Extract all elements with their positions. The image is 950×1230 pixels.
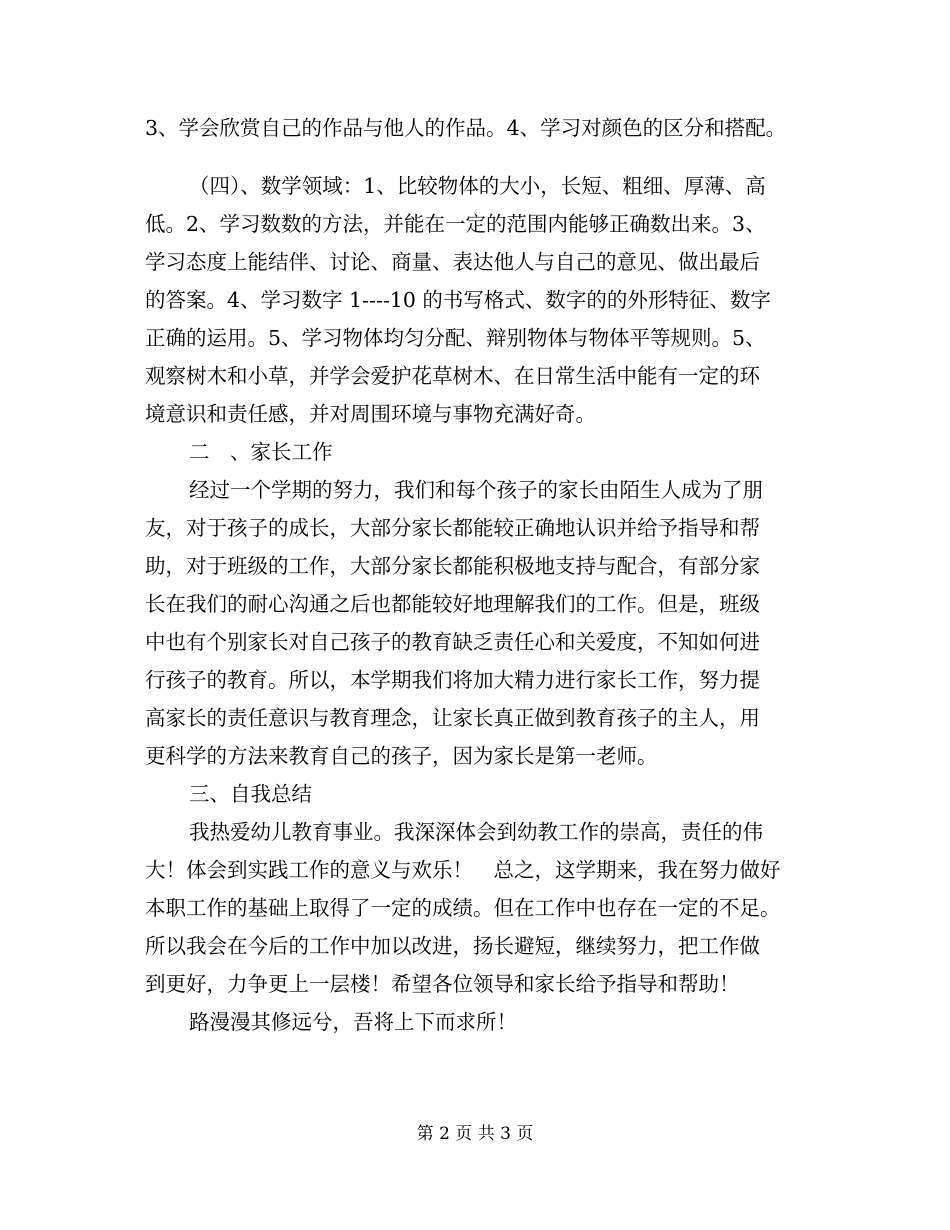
section-heading-parents: 二 、家长工作 xyxy=(189,440,333,464)
page-number-footer: 第 2 页 共 3 页 xyxy=(416,1124,534,1144)
text-line: 到更好，力争更上一层楼！希望各位领导和家长给予指导和帮助！ xyxy=(145,972,740,996)
text-line: 3、学会欣赏自己的作品与他人的作品。4、学习对颜色的区分和搭配。 xyxy=(145,116,787,140)
text-line: 助，对于班级的工作，大部分家长都能积极地支持与配合，有部分家 xyxy=(145,554,760,578)
text-line: 长在我们的耐心沟通之后也都能较好地理解我们的工作。但是，班级 xyxy=(145,592,760,616)
text-line: 本职工作的基础上取得了一定的成绩。但在工作中也存在一定的不足。 xyxy=(145,896,781,920)
closing-line: 路漫漫其修远兮，吾将上下而求所！ xyxy=(189,1010,517,1034)
text-line: 所以我会在今后的工作中加以改进，扬长避短，继续努力，把工作做 xyxy=(145,934,760,958)
document-body xyxy=(145,109,820,1041)
text-line: 学习态度上能结伴、讨论、商量、表达他人与自己的意见、做出最后 xyxy=(145,250,760,274)
text-line: 大！体会到实践工作的意义与欢乐！ 总之，这学期来，我在努力做好 xyxy=(145,858,781,882)
text-line: 更科学的方法来教育自己的孩子，因为家长是第一老师。 xyxy=(145,744,658,768)
text-line: 境意识和责任感，并对周围环境与事物充满好奇。 xyxy=(145,402,596,426)
text-line: 行孩子的教育。所以，本学期我们将加大精力进行家长工作，努力提 xyxy=(145,668,760,692)
text-line: （四）、数学领域：1、比较物体的大小，长短、粗细、厚薄、高 xyxy=(189,174,766,198)
text-line: 高家长的责任意识与教育理念，让家长真正做到教育孩子的主人，用 xyxy=(145,706,760,730)
paragraph-gap xyxy=(145,147,820,167)
text-line: 经过一个学期的努力，我们和每个孩子的家长由陌生人成为了朋 xyxy=(189,478,763,502)
section-heading-self-summary: 三、自我总结 xyxy=(189,782,312,806)
text-line: 观察树木和小草，并学会爱护花草树木、在日常生活中能有一定的环 xyxy=(145,364,760,388)
text-line: 正确的运用。5、学习物体均匀分配、辩别物体与物体平等规则。5、 xyxy=(145,326,766,350)
text-line: 我热爱幼儿教育事业。我深深体会到幼教工作的崇高，责任的伟 xyxy=(189,820,763,844)
text-line: 低。2、学习数数的方法，并能在一定的范围内能够正确数出来。3、 xyxy=(145,212,766,236)
text-line: 的答案。4、学习数字 1----10 的书写格式、数字的的外形特征、数字 xyxy=(145,288,771,312)
text-line: 友，对于孩子的成长，大部分家长都能较正确地认识并给予指导和帮 xyxy=(145,516,760,540)
text-line: 中也有个别家长对自己孩子的教育缺乏责任心和关爱度，不知如何进 xyxy=(145,630,760,654)
